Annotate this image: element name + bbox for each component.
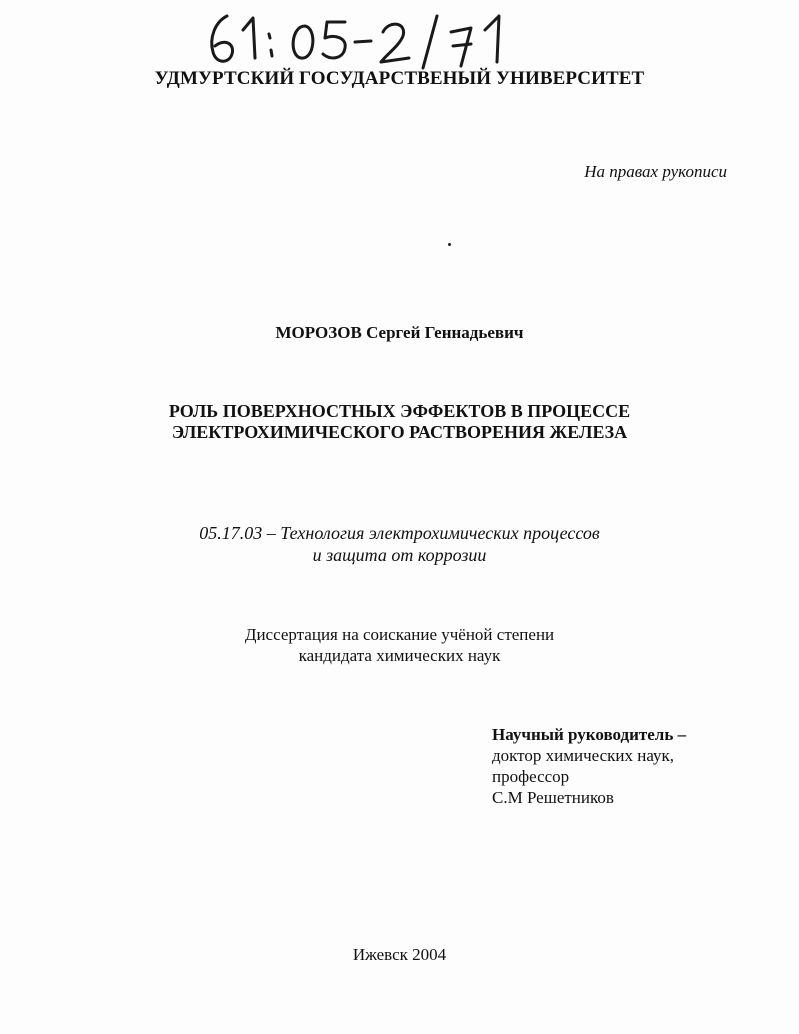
supervisor-line: профессор	[492, 767, 570, 786]
dissertation-title	[0, 401, 799, 443]
specialty-line: и защита от коррозии	[312, 545, 487, 565]
supervisor-line: доктор химических наук,	[492, 746, 675, 765]
handwritten-archive-code-drawing	[205, 8, 545, 70]
supervisor-label: Научный руководитель –	[492, 725, 687, 744]
specialty	[0, 522, 799, 566]
rights-note: На правах рукописи	[584, 162, 727, 181]
supervisor-line: С.М Решетников	[492, 788, 614, 807]
author-given-names: Сергей Геннадьевич	[366, 323, 524, 342]
handwritten-archive-code	[205, 8, 545, 70]
degree-statement	[0, 624, 799, 666]
degree-line: кандидата химических наук	[298, 646, 501, 665]
author-surname: МОРОЗОВ	[275, 323, 362, 342]
title-line: ЭЛЕКТРОХИМИЧЕСКОГО РАСТВОРЕНИЯ ЖЕЛЕЗА	[171, 422, 628, 442]
degree-line: Диссертация на соискание учёной степени	[244, 625, 555, 644]
supervisor-block	[492, 724, 686, 808]
university-name: УДМУРТСКИЙ ГОСУДАРСТВЕНЫЙ УНИВЕРСИТЕТ	[154, 68, 645, 89]
author-name	[0, 323, 799, 343]
specialty-line: 05.17.03 – Технология электрохимических процессов	[199, 523, 600, 543]
place-year: Ижевск 2004	[352, 945, 447, 964]
stray-dot	[448, 243, 451, 246]
title-line: РОЛЬ ПОВЕРХНОСТНЫХ ЭФФЕКТОВ В ПРОЦЕССЕ	[168, 401, 631, 421]
